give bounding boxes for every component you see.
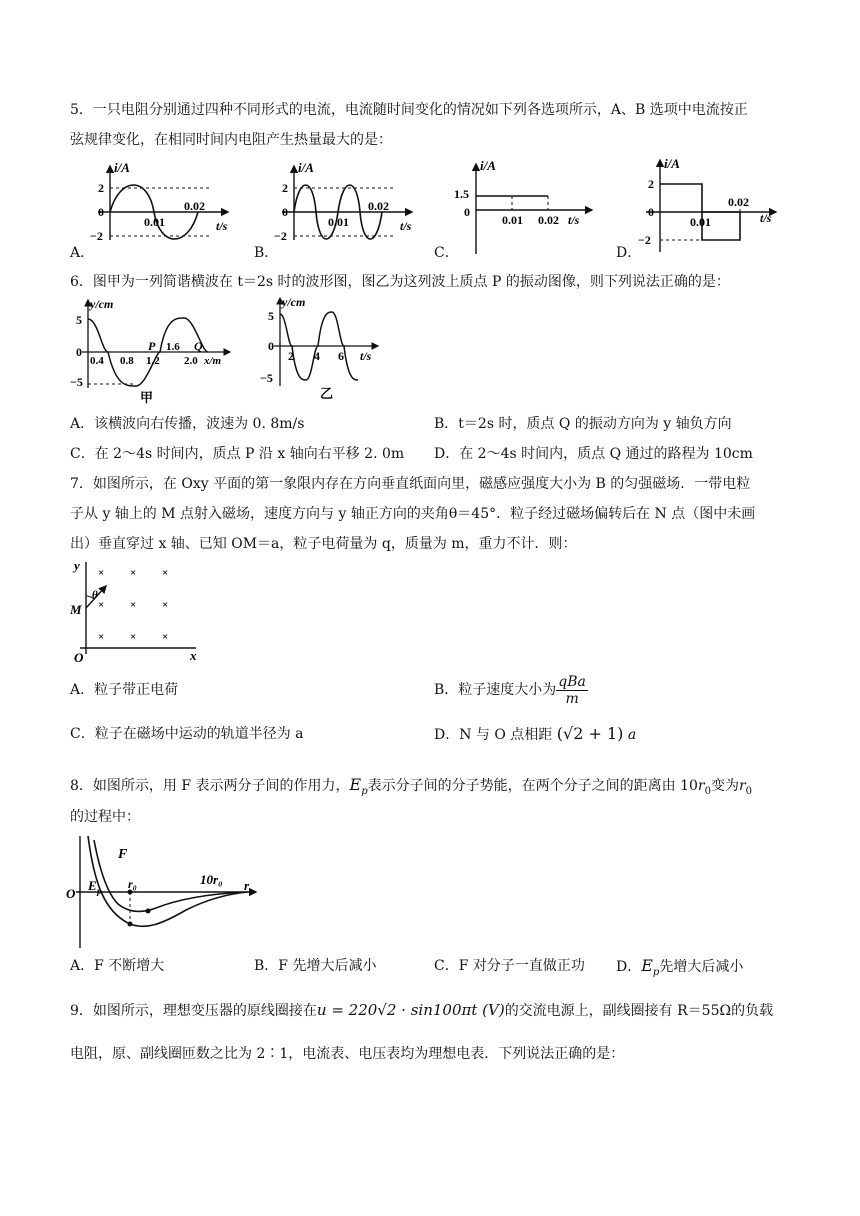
q6-option-a: A．该横波向右传播，波速为 0. 8m/s [70, 416, 305, 432]
q8-r0: r [697, 778, 705, 794]
field-cross: × [130, 631, 137, 643]
q8-stem-line1 [70, 775, 752, 802]
q8-ep: E [349, 775, 362, 794]
q8-option-c: C．F 对分子一直做正功 [434, 958, 585, 974]
q7-stem-line2: 子从 y 轴上的 M 点射入磁场，速度方向与 y 轴正方向的夹角θ＝45°．粒子经过磁场偏转后在 N 点（图中未画 [70, 506, 756, 522]
q8-fig-ep: E [88, 878, 97, 893]
q5c-ytop: 1.5 [454, 187, 469, 201]
q5d-ytop: 2 [648, 177, 654, 191]
q5c-ylabel: i/A [480, 158, 496, 173]
q8-fig-10r0: 10r₀ [200, 872, 223, 887]
q5a-origin: 0 [98, 205, 104, 219]
q6j-x1: 0.4 [90, 355, 104, 367]
q6y-caption: 乙 [320, 386, 334, 401]
q5-graph-b [272, 160, 422, 245]
field-cross: × [98, 567, 105, 579]
q5a-ybot: −2 [90, 229, 103, 243]
q7-stem-line1: 7．如图所示，在 Oxy 平面的第一象限内存在方向垂直纸面向里，磁感应强度大小为 B 的匀强磁场．一带电粒 [70, 476, 751, 492]
q5-label-b: B． [254, 245, 279, 261]
q6j-x4: 1.6 [166, 341, 180, 353]
q5-label-d: D． [616, 245, 642, 261]
q9-stem-line1 [70, 1000, 773, 1021]
q6j-p: P [148, 339, 156, 353]
q5-graph-a [88, 160, 238, 245]
q7-option-d-suffix: a [627, 727, 637, 743]
q6y-t1: 2 [288, 349, 294, 363]
q8-figure [66, 832, 266, 952]
q5d-ylabel: i/A [664, 156, 680, 171]
q5a-ytop: 2 [98, 181, 104, 195]
q7-option-b-prefix: B．粒子速度大小为 [434, 682, 557, 698]
q8-ep-sub: p [361, 785, 368, 797]
q7-y-label: y [74, 558, 80, 573]
field-cross: × [130, 567, 137, 579]
q7-option-d-expr: (√2 + 1) [556, 724, 624, 743]
q7-stem-line3: 出）垂直穿过 x 轴、已知 OM＝a，粒子电荷量为 q，质量为 m，重力不计．则： [70, 536, 577, 552]
q8-option-b: B．F 先增大后减小 [254, 958, 377, 974]
q5-label-c: C． [434, 245, 459, 261]
field-cross: × [162, 599, 169, 611]
q7-option-b [434, 668, 588, 712]
q7-option-d [434, 724, 636, 745]
q8-option-d-suffix: 先增大后减小 [659, 959, 744, 975]
q5b-t1: 0.01 [328, 215, 349, 229]
q9-stem-a: 9．如图所示，理想变压器的原线圈接在 [70, 1003, 317, 1019]
q7-m-label: M [70, 602, 82, 617]
q5a-t2: 0.02 [184, 199, 205, 213]
q8-r0-end: r [738, 778, 746, 794]
field-cross: × [162, 631, 169, 643]
q6j-ybot: −5 [70, 375, 83, 389]
q9-stem-line2: 电阻，原、副线圈匝数之比为 2∶1，电流表、电压表均为理想电表．下列说法正确的是： [70, 1046, 625, 1062]
q8-stem-b: 表示分子间的分子势能，在两个分子之间的距离由 10 [367, 778, 698, 794]
q7-o-label: O [74, 650, 84, 665]
q6j-xlabel: x/m [204, 355, 222, 367]
q5b-t2: 0.02 [368, 199, 389, 213]
q6y-ybot: −5 [260, 371, 273, 385]
q8-option-d-ep: E [641, 956, 653, 975]
q5d-origin: 0 [648, 205, 654, 219]
q8-fig-r: r [244, 878, 250, 893]
q5d-xlabel: t/s [760, 211, 772, 225]
q6j-caption: 甲 [140, 390, 154, 405]
q8-r0-end-sub: 0 [745, 785, 753, 797]
q8-option-d-ep-sub: p [652, 966, 660, 978]
q8-option-a: A．F 不断增大 [70, 958, 165, 974]
q9-stem-b: 的交流电源上，副线圈接有 R＝55Ω的负载 [504, 1003, 774, 1019]
q6y-t2: 4 [314, 349, 320, 363]
q7-fraction-denominator: m [565, 690, 579, 707]
q5b-ybot: −2 [274, 229, 287, 243]
field-cross: × [98, 599, 105, 611]
q8-option-d [616, 956, 743, 983]
q5c-t1: 0.01 [502, 213, 523, 227]
q7-theta-label: θ [92, 589, 98, 601]
q6-option-b: B．t＝2s 时，质点 Q 的振动方向为 y 轴负方向 [434, 416, 732, 432]
q5a-xlabel: t/s [216, 219, 228, 233]
q5c-xlabel: t/s [568, 213, 580, 227]
q5b-xlabel: t/s [400, 219, 412, 233]
q5a-ylabel: i/A [114, 160, 130, 175]
q5a-t1: 0.01 [144, 215, 165, 229]
q6j-x3: 1.2 [146, 355, 160, 367]
q7-x-label: x [190, 648, 197, 663]
q8-stem-c: 变为 [710, 778, 739, 794]
q8-fig-o: O [66, 886, 76, 901]
q6j-x5: 2.0 [184, 355, 198, 367]
q6y-t3: 6 [338, 349, 344, 363]
q8-fig-r0: r₀ [128, 877, 137, 891]
q8-fig-ep-sub: p [97, 886, 102, 896]
q8-fig-f: F [118, 847, 128, 862]
q8-stem-a: 8．如图所示，用 F 表示两分子间的作用力， [70, 778, 350, 794]
q6j-ytop: 5 [76, 313, 82, 327]
q5-label-a: A． [70, 245, 95, 261]
q5b-ylabel: i/A [298, 160, 314, 175]
q6j-ylabel: y/cm [90, 297, 114, 311]
q5d-t2: 0.02 [728, 195, 749, 209]
q7-fraction-numerator: qBa [558, 673, 586, 690]
q6j-x2: 0.8 [120, 355, 134, 367]
field-cross: × [162, 567, 169, 579]
q5-graph-d [636, 156, 786, 256]
q6j-origin: 0 [76, 345, 82, 359]
q6-graph-yi [258, 294, 388, 404]
q5c-origin: 0 [464, 205, 470, 219]
q6-graph-jia [70, 296, 240, 406]
q8-option-d-prefix: D． [616, 959, 642, 975]
q5d-t1: 0.01 [690, 215, 711, 229]
q6y-origin: 0 [268, 339, 274, 353]
q6y-ylabel: y/cm [282, 295, 306, 309]
q7-option-d-prefix: D．N 与 O 点相距 [434, 727, 553, 743]
q6-stem: 6．图甲为一列简谐横波在 t＝2s 时的波形图，图乙为这列波上质点 P 的振动图像，则下列说法正确的是： [70, 274, 730, 290]
q8-r0-sub: 0 [704, 785, 711, 797]
q7-option-b-fraction [556, 674, 588, 707]
q5b-origin: 0 [282, 205, 288, 219]
q7-option-a: A．粒子带正电荷 [70, 682, 179, 698]
q5d-ybot: −2 [638, 233, 651, 247]
q6-option-c: C．在 2～4s 时间内，质点 P 沿 x 轴向右平移 2. 0m [70, 446, 405, 462]
q6y-xlabel: t/s [360, 349, 372, 363]
field-cross: × [130, 599, 137, 611]
q5-stem-line1: 5．一只电阻分别通过四种不同形式的电流，电流随时间变化的情况如下列各选项所示，A、B 选项中电流按正 [70, 102, 748, 118]
q5c-t2: 0.02 [538, 213, 559, 227]
field-cross: × [98, 631, 105, 643]
q9-formula: u = 220√2 · sin100πt (V) [316, 1001, 505, 1019]
q5b-ytop: 2 [282, 181, 288, 195]
q6j-q: Q [194, 339, 203, 353]
q7-figure [70, 556, 210, 666]
q8-stem-line2: 的过程中： [70, 809, 140, 825]
q5-stem-line2: 弦规律变化，在相同时间内电阻产生热量最大的是： [70, 132, 392, 148]
q7-option-c: C．粒子在磁场中运动的轨道半径为 a [70, 726, 304, 742]
q5-graph-c [452, 158, 602, 258]
q6-option-d: D．在 2～4s 时间内，质点 Q 通过的路程为 10cm [434, 446, 753, 462]
q6y-ytop: 5 [268, 309, 274, 323]
